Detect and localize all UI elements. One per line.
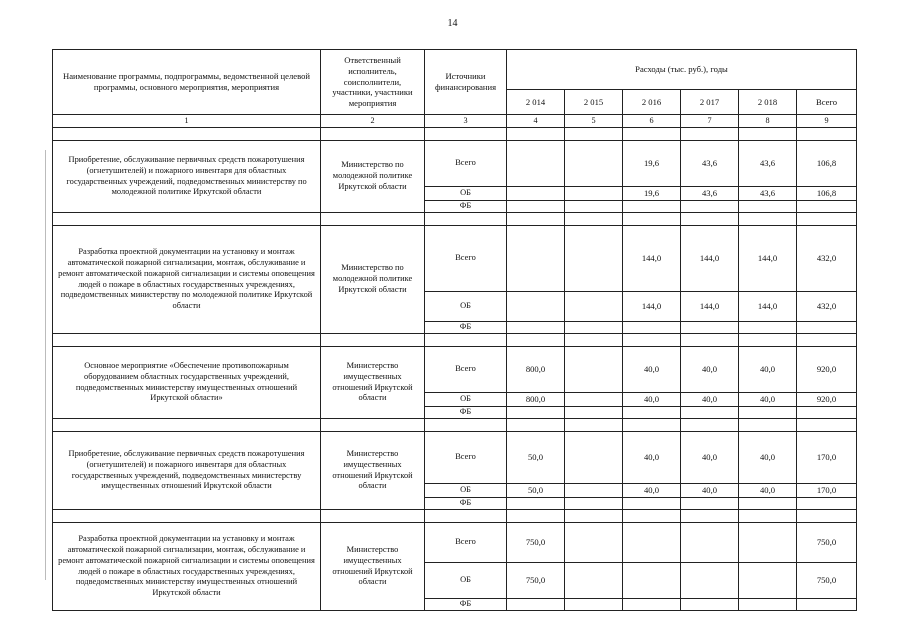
year-value-cell — [739, 201, 797, 213]
column-number: 8 — [739, 115, 797, 128]
year-value-cell: 144,0 — [739, 226, 797, 292]
funding-source-cell: ФБ — [425, 599, 507, 611]
spacer-cell — [53, 510, 321, 523]
year-value-cell: 43,6 — [739, 187, 797, 201]
year-value-cell — [565, 141, 623, 187]
year-value-cell: 19,6 — [623, 187, 681, 201]
executor-cell: Министерство имущественных отношений Иркутской области — [321, 523, 425, 611]
program-name-cell: Приобретение, обслуживание первичных средств пожаротушения (огнетушителей) и пожарного инвентаря для областных государственных учреждений, подведомственных министерству по молодежной политике Иркутской области — [53, 141, 321, 213]
year-value-cell — [565, 201, 623, 213]
year-value-cell: 40,0 — [739, 393, 797, 407]
total-value-cell — [797, 498, 857, 510]
year-value-cell — [565, 187, 623, 201]
header-sources: Источники финансирования — [425, 50, 507, 115]
spacer-row — [53, 334, 857, 347]
column-number: 1 — [53, 115, 321, 128]
column-number: 9 — [797, 115, 857, 128]
column-number: 4 — [507, 115, 565, 128]
column-number: 3 — [425, 115, 507, 128]
year-value-cell — [623, 498, 681, 510]
program-name-cell: Приобретение, обслуживание первичных средств пожаротушения (огнетушителей) и пожарного инвентаря для областных государственных учреждений, подведомственных министерству имущественных отношений Иркутской области — [53, 432, 321, 510]
year-value-cell — [739, 599, 797, 611]
executor-cell: Министерство по молодежной политике Иркутской области — [321, 141, 425, 213]
spacer-cell — [507, 510, 565, 523]
year-value-cell: 40,0 — [739, 432, 797, 484]
year-value-cell: 40,0 — [623, 432, 681, 484]
header-year: 2 016 — [623, 90, 681, 115]
spacer-cell — [321, 128, 425, 141]
spacer-row — [53, 128, 857, 141]
funding-source-cell: Всего — [425, 141, 507, 187]
executor-cell: Министерство имущественных отношений Иркутской области — [321, 432, 425, 510]
year-value-cell: 144,0 — [739, 292, 797, 322]
total-value-cell: 920,0 — [797, 393, 857, 407]
funding-source-cell: ОБ — [425, 393, 507, 407]
year-value-cell — [507, 187, 565, 201]
year-value-cell: 800,0 — [507, 347, 565, 393]
header-total: Всего — [797, 90, 857, 115]
year-value-cell — [623, 407, 681, 419]
spacer-cell — [797, 510, 857, 523]
year-value-cell: 40,0 — [681, 393, 739, 407]
spacer-cell — [681, 510, 739, 523]
spacer-cell — [681, 128, 739, 141]
year-value-cell — [681, 563, 739, 599]
year-value-cell — [507, 498, 565, 510]
year-value-cell — [623, 201, 681, 213]
spacer-cell — [681, 213, 739, 226]
year-value-cell — [565, 226, 623, 292]
year-value-cell — [507, 226, 565, 292]
year-value-cell — [739, 498, 797, 510]
column-number: 6 — [623, 115, 681, 128]
spacer-cell — [681, 419, 739, 432]
total-value-cell: 432,0 — [797, 292, 857, 322]
spacer-cell — [425, 419, 507, 432]
funding-source-cell: ОБ — [425, 563, 507, 599]
year-value-cell — [565, 523, 623, 563]
spacer-cell — [321, 510, 425, 523]
scan-edge-line — [45, 150, 46, 580]
year-value-cell: 40,0 — [739, 484, 797, 498]
year-value-cell — [565, 407, 623, 419]
spacer-cell — [507, 128, 565, 141]
funding-source-cell: ФБ — [425, 498, 507, 510]
spacer-cell — [681, 334, 739, 347]
year-value-cell — [565, 292, 623, 322]
year-value-cell: 19,6 — [623, 141, 681, 187]
total-value-cell — [797, 201, 857, 213]
year-value-cell — [739, 563, 797, 599]
spacer-cell — [623, 510, 681, 523]
year-value-cell: 750,0 — [507, 563, 565, 599]
spacer-cell — [797, 128, 857, 141]
year-value-cell — [507, 201, 565, 213]
table-row — [53, 141, 857, 187]
table-row — [53, 432, 857, 484]
year-value-cell: 144,0 — [623, 292, 681, 322]
spacer-cell — [739, 510, 797, 523]
spacer-cell — [797, 419, 857, 432]
year-value-cell — [681, 322, 739, 334]
spacer-row — [53, 510, 857, 523]
program-name-cell: Разработка проектной документации на установку и монтаж автоматической пожарной сигнализации, монтаж, обслуживание и ремонт автоматической пожарной сигнализации и системы оповещения людей о пожаре в областных государственных учреждениях, подведомственных министерству имущественных отношений Иркутской области — [53, 523, 321, 611]
funding-source-cell: ФБ — [425, 407, 507, 419]
spacer-row — [53, 419, 857, 432]
header-program: Наименование программы, подпрограммы, ведомственной целевой программы, основного мероприятия, мероприятия — [53, 50, 321, 115]
executor-cell: Министерство имущественных отношений Иркутской области — [321, 347, 425, 419]
funding-source-cell: ОБ — [425, 484, 507, 498]
program-name-cell: Основное мероприятие «Обеспечение противопожарным оборудованием областных государственных учреждений, подведомственных министерству имущественных отношений Иркутской области» — [53, 347, 321, 419]
spacer-cell — [53, 128, 321, 141]
spacer-cell — [565, 334, 623, 347]
year-value-cell — [623, 322, 681, 334]
spacer-cell — [321, 419, 425, 432]
total-value-cell: 106,8 — [797, 141, 857, 187]
column-number: 7 — [681, 115, 739, 128]
table-row — [53, 347, 857, 393]
year-value-cell — [565, 432, 623, 484]
spacer-cell — [53, 334, 321, 347]
funding-source-cell: ОБ — [425, 187, 507, 201]
spacer-cell — [739, 334, 797, 347]
total-value-cell — [797, 407, 857, 419]
column-numbers-row — [53, 115, 857, 128]
spacer-cell — [623, 213, 681, 226]
header-expenses: Расходы (тыс. руб.), годы — [507, 50, 857, 90]
funding-source-cell: ФБ — [425, 322, 507, 334]
funding-source-cell: Всего — [425, 347, 507, 393]
spacer-cell — [321, 213, 425, 226]
year-value-cell: 43,6 — [681, 141, 739, 187]
table-row — [53, 226, 857, 292]
header-year: 2 014 — [507, 90, 565, 115]
spacer-cell — [507, 334, 565, 347]
budget-table — [52, 49, 857, 611]
year-value-cell: 750,0 — [507, 523, 565, 563]
year-value-cell — [507, 407, 565, 419]
spacer-cell — [623, 334, 681, 347]
year-value-cell — [739, 523, 797, 563]
funding-source-cell: Всего — [425, 523, 507, 563]
year-value-cell — [739, 407, 797, 419]
spacer-cell — [739, 213, 797, 226]
year-value-cell — [565, 563, 623, 599]
year-value-cell: 40,0 — [681, 432, 739, 484]
year-value-cell — [681, 498, 739, 510]
year-value-cell: 40,0 — [623, 484, 681, 498]
total-value-cell: 750,0 — [797, 523, 857, 563]
year-value-cell — [565, 347, 623, 393]
spacer-cell — [321, 334, 425, 347]
year-value-cell — [623, 563, 681, 599]
year-value-cell — [623, 599, 681, 611]
column-number: 2 — [321, 115, 425, 128]
spacer-cell — [53, 213, 321, 226]
spacer-cell — [425, 334, 507, 347]
program-name-cell: Разработка проектной документации на установку и монтаж автоматической пожарной сигнализации, монтаж, обслуживание и ремонт автоматической пожарной сигнализации и системы оповещения людей о пожаре в областных государственных учреждениях, подведомственных министерству по молодежной политике Иркутской области — [53, 226, 321, 334]
header-row — [53, 50, 857, 90]
page-number: 14 — [447, 18, 458, 29]
year-value-cell: 43,6 — [739, 141, 797, 187]
year-value-cell: 144,0 — [681, 292, 739, 322]
year-value-cell — [681, 523, 739, 563]
year-value-cell — [681, 599, 739, 611]
header-year: 2 017 — [681, 90, 739, 115]
spacer-row — [53, 213, 857, 226]
spacer-cell — [739, 128, 797, 141]
year-value-cell — [507, 322, 565, 334]
header-executor: Ответственный исполнитель, соисполнители, участники, участники мероприятия — [321, 50, 425, 115]
spacer-cell — [797, 213, 857, 226]
year-value-cell — [507, 599, 565, 611]
year-value-cell — [565, 498, 623, 510]
total-value-cell — [797, 322, 857, 334]
spacer-cell — [797, 334, 857, 347]
header-year: 2 015 — [565, 90, 623, 115]
year-value-cell: 800,0 — [507, 393, 565, 407]
year-value-cell — [565, 393, 623, 407]
spacer-cell — [565, 213, 623, 226]
table-row — [53, 523, 857, 563]
year-value-cell — [681, 407, 739, 419]
spacer-cell — [623, 419, 681, 432]
funding-source-cell: Всего — [425, 432, 507, 484]
funding-source-cell: ФБ — [425, 201, 507, 213]
executor-cell: Министерство по молодежной политике Иркутской области — [321, 226, 425, 334]
table-body — [53, 128, 857, 611]
year-value-cell — [565, 599, 623, 611]
total-value-cell: 170,0 — [797, 484, 857, 498]
spacer-cell — [425, 128, 507, 141]
spacer-cell — [623, 128, 681, 141]
total-value-cell: 920,0 — [797, 347, 857, 393]
spacer-cell — [565, 510, 623, 523]
spacer-cell — [425, 510, 507, 523]
year-value-cell — [565, 322, 623, 334]
spacer-cell — [507, 213, 565, 226]
funding-source-cell: ОБ — [425, 292, 507, 322]
year-value-cell — [507, 141, 565, 187]
spacer-cell — [565, 419, 623, 432]
year-value-cell — [507, 292, 565, 322]
header-year: 2 018 — [739, 90, 797, 115]
year-value-cell: 40,0 — [681, 347, 739, 393]
spacer-cell — [425, 213, 507, 226]
column-number: 5 — [565, 115, 623, 128]
year-value-cell: 40,0 — [623, 393, 681, 407]
total-value-cell: 750,0 — [797, 563, 857, 599]
total-value-cell: 106,8 — [797, 187, 857, 201]
total-value-cell: 432,0 — [797, 226, 857, 292]
year-value-cell: 144,0 — [681, 226, 739, 292]
funding-source-cell: Всего — [425, 226, 507, 292]
spacer-cell — [507, 419, 565, 432]
year-value-cell — [565, 484, 623, 498]
total-value-cell: 170,0 — [797, 432, 857, 484]
year-value-cell — [739, 322, 797, 334]
year-value-cell: 50,0 — [507, 484, 565, 498]
year-value-cell: 50,0 — [507, 432, 565, 484]
year-value-cell — [681, 201, 739, 213]
year-value-cell: 144,0 — [623, 226, 681, 292]
spacer-cell — [565, 128, 623, 141]
spacer-cell — [53, 419, 321, 432]
year-value-cell: 40,0 — [739, 347, 797, 393]
year-value-cell: 40,0 — [623, 347, 681, 393]
total-value-cell — [797, 599, 857, 611]
spacer-cell — [739, 419, 797, 432]
year-value-cell — [623, 523, 681, 563]
year-value-cell: 40,0 — [681, 484, 739, 498]
year-value-cell: 43,6 — [681, 187, 739, 201]
